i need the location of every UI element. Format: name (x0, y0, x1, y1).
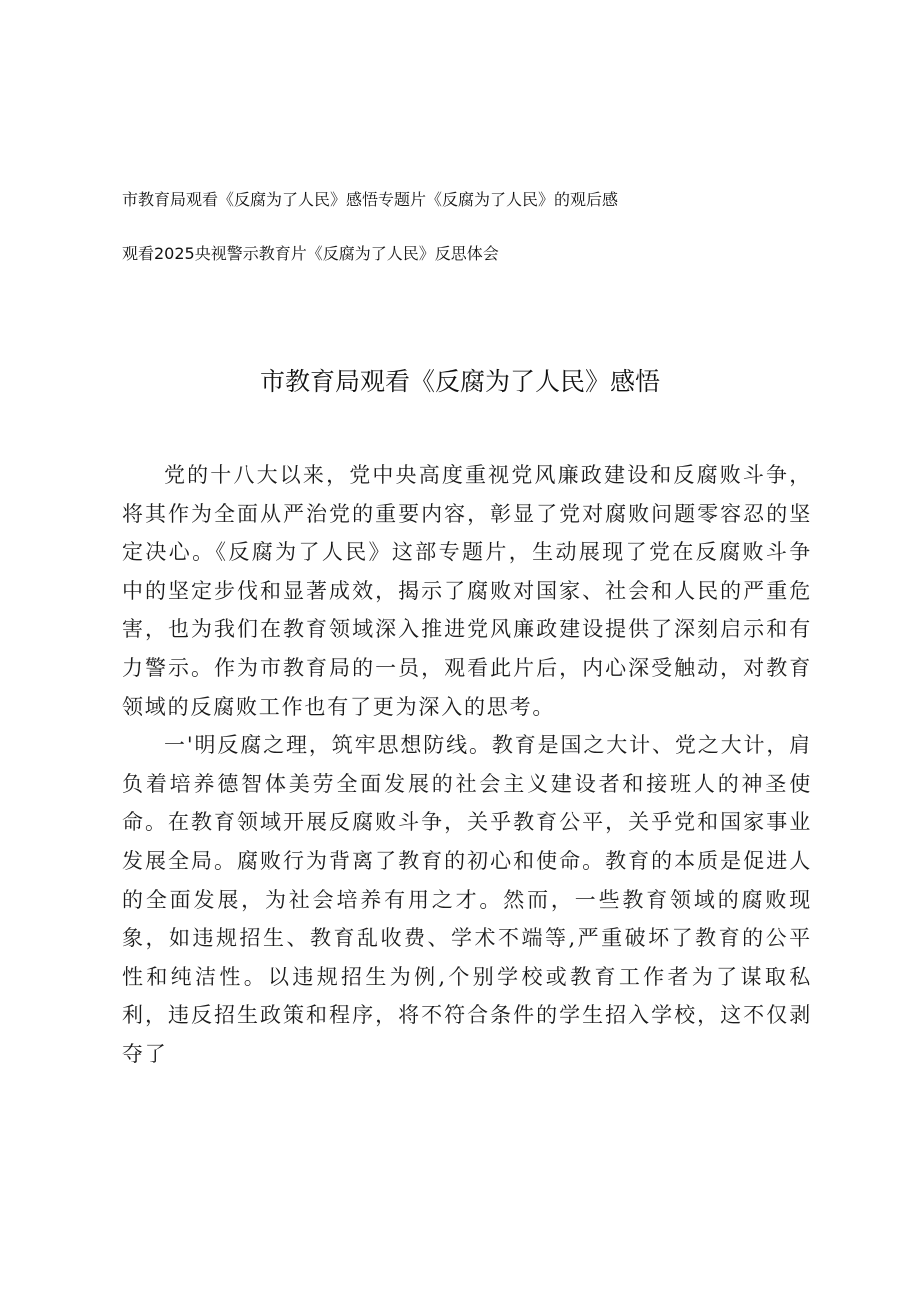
paragraph-intro: 党的十八大以来，党中央高度重视党风廉政建设和反腐败斗争，将其作为全面从严治党的重要内容，彰显了党对腐败问题零容忍的坚定决心。《反腐为了人民》这部专题片，生动展现了党在反腐败斗争中的坚定步伐和显著成效，揭示了腐败对国家、社会和人民的严重危害，也为我们在教育领域深入推进党风廉政建设提供了深刻启示和有力警示。作为市教育局的一员，观看此片后，内心深受触动，对教育领域的反腐败工作也有了更为深入的思考。 (122, 463, 812, 719)
toc-line-2: 观看2025央视警示教育片《反腐为了人民》反思体会 (122, 244, 499, 263)
paragraph-section-one: 一'明反腐之理，筑牢思想防线。教育是国之大计、党之大计，肩负着培养德智体美劳全面发展的社会主义建设者和接班人的神圣使命。在教育领域开展反腐败斗争，关乎教育公平，关乎党和国家事业发展全局。腐败行为背离了教育的初心和使命。教育的本质是促进人的全面发展，为社会培养有用之才。然而，一些教育领域的腐败现象，如违规招生、教育乱收费、学术不端等,严重破坏了教育的公平性和纯洁性。以违规招生为例,个别学校或教育工作者为了谋取私利，违反招生政策和程序，将不符合条件的学生招入学校，这不仅剥夺了 (122, 733, 812, 1066)
toc-line-1: 市教育局观看《反腐为了人民》感悟专题片《反腐为了人民》的观后感 (122, 190, 619, 209)
document-body (122, 456, 812, 1074)
document-title: 市教育局观看《反腐为了人民》感悟 (259, 367, 660, 396)
